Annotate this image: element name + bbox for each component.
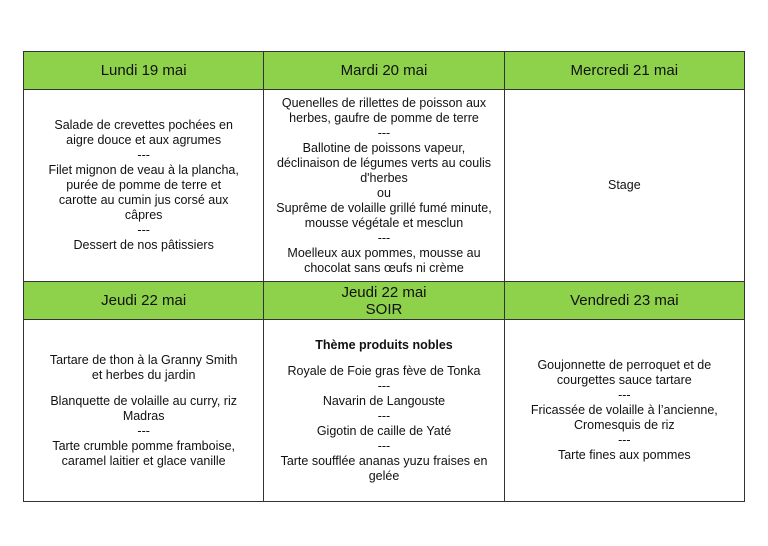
day-title: Lundi 19 mai [100,62,187,79]
menu-line: Tarte soufflée ananas yuzu fraises en [280,453,488,468]
menu-line: Tartare de thon à la Granny Smith [49,352,238,367]
menu-line: Salade de crevettes pochées en [54,118,233,132]
course-separator: --- [377,408,391,423]
menu-line: courgettes sauce tartare [556,373,692,387]
day-header [24,52,264,90]
menu-line: câpres [124,208,163,222]
day-header [24,282,264,320]
menu-row [24,90,745,282]
course-separator: --- [377,438,391,453]
course-separator: --- [377,378,391,393]
course-separator: --- [377,230,391,245]
menu-line: ou [377,185,391,200]
weekly-menu-table [23,51,745,502]
menu-line: Stage [607,178,641,192]
day-title: Jeudi 22 mai [101,292,187,309]
day-header [504,282,744,320]
menu-line: déclinaison de légumes verts au coulis [276,155,491,170]
menu-line: Navarin de Langouste [322,393,446,408]
day-menu [504,320,744,502]
header-row [24,52,745,90]
menu-line: chocolat sans œufs ni crème [304,260,464,275]
day-menu [504,90,744,282]
menu-line: Suprême de volaille grillé fumé minute, [276,200,492,215]
day-header [264,52,504,90]
menu-line [270,353,497,364]
menu-line: Fricassée de volaille à l’ancienne, [530,403,718,417]
day-menu [264,90,504,282]
day-menu [264,320,504,502]
menu-line: Cromesquis de riz [573,418,675,432]
menu-line: Gigotin de caille de Yaté [316,423,452,438]
menu-line: Filet mignon de veau à la plancha, [48,163,239,177]
menu-line: Moelleux aux pommes, mousse au [287,245,481,260]
course-separator: --- [618,433,631,447]
menu-line: Royale de Foie gras fève de Tonka [287,363,481,378]
course-separator: --- [377,125,391,140]
day-title: Mardi 20 mai [340,62,428,79]
menu-line: carotte au cumin jus corsé aux [58,193,229,207]
course-separator: --- [137,423,150,438]
menu-line: Blanquette de volaille au curry, riz [50,393,237,408]
menu-line: Quenelles de rillettes de poisson aux [281,95,487,110]
menu-line: Madras [122,408,165,423]
menu-line: Dessert de nos pâtissiers [73,238,214,252]
menu-row [24,320,745,502]
menu-line: et herbes du jardin [91,367,196,382]
menu-line: Tarte crumble pomme framboise, [52,438,236,453]
day-title: Jeudi 22 mai [341,283,427,301]
day-title: Mercredi 21 mai [570,62,679,79]
course-separator: --- [137,148,150,162]
day-title: Vendredi 23 mai [570,292,679,309]
header-row [24,282,745,320]
menu-line: gelée [368,468,400,483]
menu-line: purée de pomme de terre et [66,178,222,192]
menu-line: Goujonnette de perroquet et de [537,358,712,372]
menu-line: Ballotine de poissons vapeur, [302,140,466,155]
menu-line: caramel laitier et glace vanille [61,453,226,468]
menu-line: Tarte fines aux pommes [557,448,691,462]
day-title: SOIR [365,300,403,318]
menu-line: aigre douce et aux agrumes [66,133,222,147]
menu-theme: Thème produits nobles [315,337,453,352]
menu-line: herbes, gaufre de pomme de terre [289,110,479,125]
course-separator: --- [137,223,150,237]
day-header [504,52,744,90]
day-menu [24,90,264,282]
day-menu [24,320,264,502]
course-separator: --- [618,388,631,402]
menu-line: d'herbes [360,170,408,185]
menu-line [30,383,257,394]
menu-line: mousse végétale et mesclun [304,215,464,230]
day-header [264,282,504,320]
